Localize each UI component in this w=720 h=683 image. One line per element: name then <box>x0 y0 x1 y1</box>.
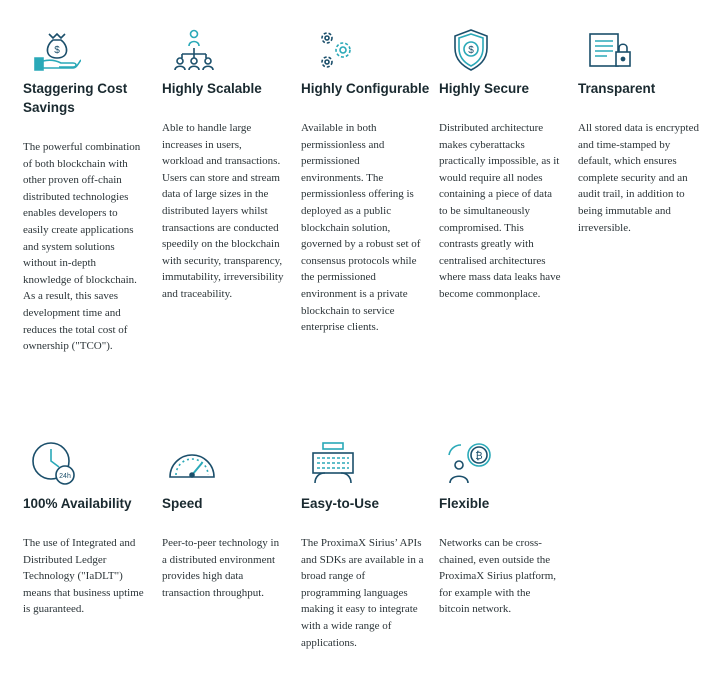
feature-title: Staggering Cost Savings <box>23 81 128 115</box>
svg-text:$: $ <box>54 45 60 56</box>
shield-icon <box>447 28 495 72</box>
gears-icon <box>313 28 361 72</box>
feature-title: Highly Scalable <box>162 81 262 96</box>
feature-description: Networks can be cross-chained, even outside the ProximaX Sirius platform, for example with the bitcoin network. <box>439 537 557 616</box>
svg-text:$: $ <box>468 45 474 56</box>
clock-24h-icon <box>31 441 79 485</box>
person-bitcoin-icon <box>445 441 493 485</box>
svg-text:₿: ₿ <box>475 451 483 462</box>
feature-description: The powerful combination of both blockchain with other proven off-chain distributed technologies enables developers to easily create applications and system solutions without in-depth knowledge of blockchain. As a result, this saves development time and reduces the total cost of ownership ("TCO"). <box>23 141 141 353</box>
people-network-icon <box>170 28 218 72</box>
feature-description: Peer-to-peer technology in a distributed environment provides high data transaction throughput. <box>162 537 280 599</box>
feature-description: All stored data is encrypted and time-stamped by default, which ensures complete security and an audit trail, in addition to being immutable and irreversible. <box>578 122 699 234</box>
feature-description: Able to handle large increases in users, workload and transactions. Users can store and stream data of large sizes in the distributed layers whilst transactions are conducted speedily on the blockchain with security, transparency, immutability, irreversibility and traceability. <box>162 122 284 300</box>
feature-title: Highly Configurable <box>301 81 430 96</box>
svg-text:24h: 24h <box>59 473 71 480</box>
feature-title: Easy-to-Use <box>301 496 380 511</box>
feature-description: The use of Integrated and Distributed Ledger Technology ("IaDLT") means that business uptime is guaranteed. <box>23 537 144 616</box>
feature-title: 100% Availability <box>23 496 132 511</box>
feature-description: Available in both permissionless and permissioned environments. The permissionless offering is deployed as a public blockchain solution, governed by a robust set of consensus protocols while the permissioned environment is a private blockchain to service enterprise clients. <box>301 122 421 334</box>
document-lock-icon <box>586 28 634 72</box>
feature-description: The ProximaX Sirius’ APIs and SDKs are available in a broad range of programming languages making it easy to integrate with a wide range of applications. <box>301 537 424 649</box>
money-bag-hand-icon <box>33 28 81 72</box>
feature-description: Distributed architecture makes cyberattacks practically impossible, as it would require all nodes containing a piece of data to be simultaneously compromised. This contrasts greatly with centralised architectures where mass data leaks have become commonplace. <box>439 122 561 300</box>
speedometer-icon <box>168 441 216 485</box>
feature-title: Flexible <box>439 496 490 511</box>
feature-title: Speed <box>162 496 203 511</box>
feature-title: Highly Secure <box>439 81 530 96</box>
feature-title: Transparent <box>578 81 656 96</box>
keyboard-hands-icon <box>309 441 357 485</box>
